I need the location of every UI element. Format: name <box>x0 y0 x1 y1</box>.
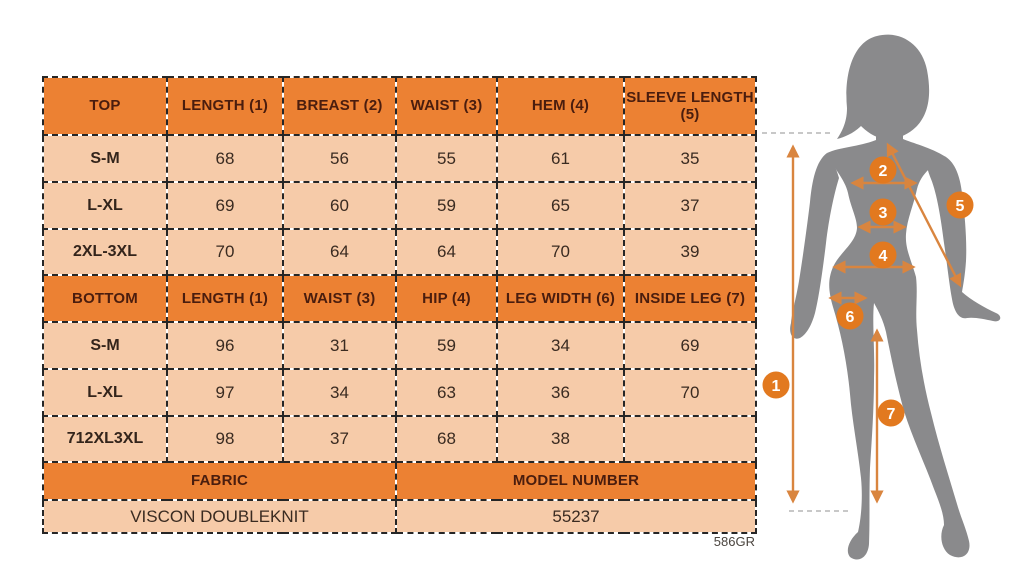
table-value-cell: 55 <box>396 135 497 182</box>
table-value-cell: 60 <box>283 182 396 229</box>
table-value-cell: 64 <box>396 229 497 275</box>
product-code-label: 586GR <box>713 534 755 549</box>
table-value-cell: 70 <box>624 369 756 416</box>
silhouette-left-arm <box>790 153 839 339</box>
table-value-cell: 56 <box>283 135 396 182</box>
figure-marker-1-label: 1 <box>771 378 781 395</box>
table-header-cell: TOP <box>43 77 167 135</box>
bottom-header-row <box>43 275 756 322</box>
table-value-cell: 98 <box>167 416 283 462</box>
fabric-value-cell: VISCON DOUBLEKNIT <box>43 500 396 533</box>
table-header-cell: BOTTOM <box>43 275 167 322</box>
info-header-row <box>43 462 756 500</box>
table-row <box>43 322 756 369</box>
figure-marker-3-label: 3 <box>878 205 888 222</box>
table-value-cell: 97 <box>167 369 283 416</box>
table-value-cell: 34 <box>283 369 396 416</box>
table-value-cell: 39 <box>624 229 756 275</box>
table-value-cell: 38 <box>497 416 624 462</box>
size-chart-table <box>42 76 757 534</box>
table-value-cell: 59 <box>396 322 497 369</box>
table-header-cell: LEG WIDTH (6) <box>497 275 624 322</box>
measurement-figure-svg <box>756 0 1024 567</box>
figure-marker-4-label: 4 <box>878 248 888 265</box>
figure-marker-2-label: 2 <box>878 163 888 180</box>
figure-marker-7-label: 7 <box>886 406 896 423</box>
table-value-cell: 61 <box>497 135 624 182</box>
table-header-cell: INSIDE LEG (7) <box>624 275 756 322</box>
table-header-cell: LENGTH (1) <box>167 275 283 322</box>
row-label-cell: 712XL3XL <box>43 416 167 462</box>
table-header-cell: LENGTH (1) <box>167 77 283 135</box>
table-header-cell: MODEL NUMBER <box>396 462 756 500</box>
row-label-cell: S-M <box>43 322 167 369</box>
table-header-cell: HEM (4) <box>497 77 624 135</box>
table-value-cell: 68 <box>396 416 497 462</box>
table-row <box>43 182 756 229</box>
table-value-cell: 96 <box>167 322 283 369</box>
female-silhouette <box>790 35 1000 560</box>
table-header-cell: BREAST (2) <box>283 77 396 135</box>
table-header-cell: SLEEVE LENGTH (5) <box>624 77 756 135</box>
table-value-cell: 69 <box>167 182 283 229</box>
table-value-cell: 31 <box>283 322 396 369</box>
table-value-cell: 64 <box>283 229 396 275</box>
table-value-cell: 35 <box>624 135 756 182</box>
table-value-cell: 59 <box>396 182 497 229</box>
size-figure-illustration <box>756 0 1024 567</box>
table-value-cell: 69 <box>624 322 756 369</box>
table-value-cell: 63 <box>396 369 497 416</box>
table-value-cell: 70 <box>497 229 624 275</box>
table-value-cell: 37 <box>624 182 756 229</box>
row-label-cell: S-M <box>43 135 167 182</box>
table-value-cell: 68 <box>167 135 283 182</box>
table-header-cell: WAIST (3) <box>396 77 497 135</box>
table-value-cell: 36 <box>497 369 624 416</box>
table-row <box>43 229 756 275</box>
row-label-cell: L-XL <box>43 369 167 416</box>
info-value-row <box>43 500 756 533</box>
table-row <box>43 135 756 182</box>
table-value-cell: 70 <box>167 229 283 275</box>
row-label-cell: 2XL-3XL <box>43 229 167 275</box>
table-header-cell: WAIST (3) <box>283 275 396 322</box>
table-value-cell: 65 <box>497 182 624 229</box>
table-header-cell: FABRIC <box>43 462 396 500</box>
table-row <box>43 369 756 416</box>
figure-marker-5-label: 5 <box>955 198 965 215</box>
silhouette-right-arm <box>927 155 1000 321</box>
top-header-row <box>43 77 756 135</box>
table-value-cell: 34 <box>497 322 624 369</box>
figure-marker-6-label: 6 <box>845 309 855 326</box>
table-value-cell <box>624 416 756 462</box>
table-header-cell: HIP (4) <box>396 275 497 322</box>
table-value-cell: 37 <box>283 416 396 462</box>
table-row <box>43 416 756 462</box>
row-label-cell: L-XL <box>43 182 167 229</box>
model-number-cell: 55237 <box>396 500 756 533</box>
